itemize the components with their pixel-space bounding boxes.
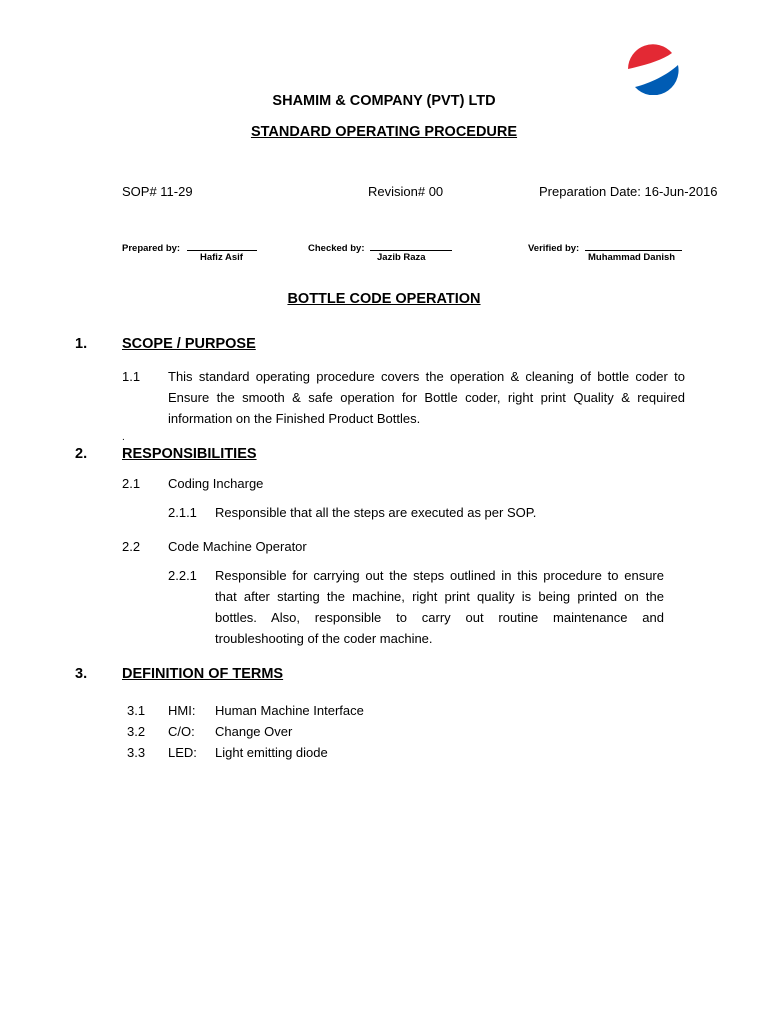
- term-definition: Change Over: [215, 724, 293, 739]
- item-number: 1.1: [122, 369, 141, 384]
- subitem-number: 2.1.1: [168, 505, 197, 520]
- checked-by-line: [370, 241, 452, 251]
- checked-by-label: Checked by:: [308, 243, 365, 254]
- prepared-by-label: Prepared by:: [122, 243, 181, 254]
- term-number: 3.1: [127, 703, 146, 718]
- checked-by-name: Jazib Raza: [377, 252, 426, 263]
- section-number: 1.: [75, 336, 88, 352]
- section-number: 2.: [75, 446, 88, 462]
- stray-period: .: [122, 432, 125, 443]
- prepared-by-name: Hafiz Asif: [200, 252, 243, 263]
- preparation-date: Preparation Date: 16-Jun-2016: [539, 184, 718, 199]
- pepsi-logo-icon: [627, 43, 679, 95]
- section-title-scope: SCOPE / PURPOSE: [122, 336, 256, 352]
- term-abbr: HMI:: [168, 703, 196, 718]
- item-number: 2.2: [122, 539, 141, 554]
- sop-number: SOP# 11-29: [122, 184, 193, 199]
- term-number: 3.3: [127, 745, 146, 760]
- verified-by-label: Verified by:: [528, 243, 580, 254]
- procedure-title: BOTTLE CODE OPERATION: [287, 291, 481, 307]
- section-title-responsibilities: RESPONSIBILITIES: [122, 446, 257, 462]
- prepared-by-line: [187, 241, 257, 251]
- item-number: 2.1: [122, 476, 141, 491]
- document-type: STANDARD OPERATING PROCEDURE: [250, 124, 518, 140]
- item-coding-incharge: Coding Incharge: [168, 476, 264, 491]
- term-abbr: C/O:: [168, 724, 195, 739]
- company-name: SHAMIM & COMPANY (PVT) LTD: [272, 93, 496, 109]
- term-definition: Light emitting diode: [215, 745, 328, 760]
- section-number: 3.: [75, 666, 88, 682]
- item-code-machine-operator: Code Machine Operator: [168, 539, 307, 554]
- term-number: 3.2: [127, 724, 146, 739]
- subitem-number: 2.2.1: [168, 568, 197, 583]
- term-abbr: LED:: [168, 745, 197, 760]
- scope-text: This standard operating procedure covers the operation & cleaning of bottle coder to Ensure the smooth & safe operation for Bottle coder, right print Quality & required information on the Finished Product Bottles.: [168, 369, 685, 426]
- revision-number: Revision# 00: [368, 184, 444, 199]
- verified-by-name: Muhammad Danish: [588, 252, 676, 263]
- section-title-definitions: DEFINITION OF TERMS: [122, 666, 284, 682]
- subitem-text: Responsible that all the steps are executed as per SOP.: [215, 505, 537, 520]
- verified-by-line: [585, 241, 682, 251]
- subitem-text: Responsible for carrying out the steps outlined in this procedure to ensure that after starting the machine, right print quality is being printed on the bottles. Also, responsible to carry out routine maintenance and troubleshooting of the coder machine.: [215, 568, 664, 646]
- term-definition: Human Machine Interface: [215, 703, 364, 718]
